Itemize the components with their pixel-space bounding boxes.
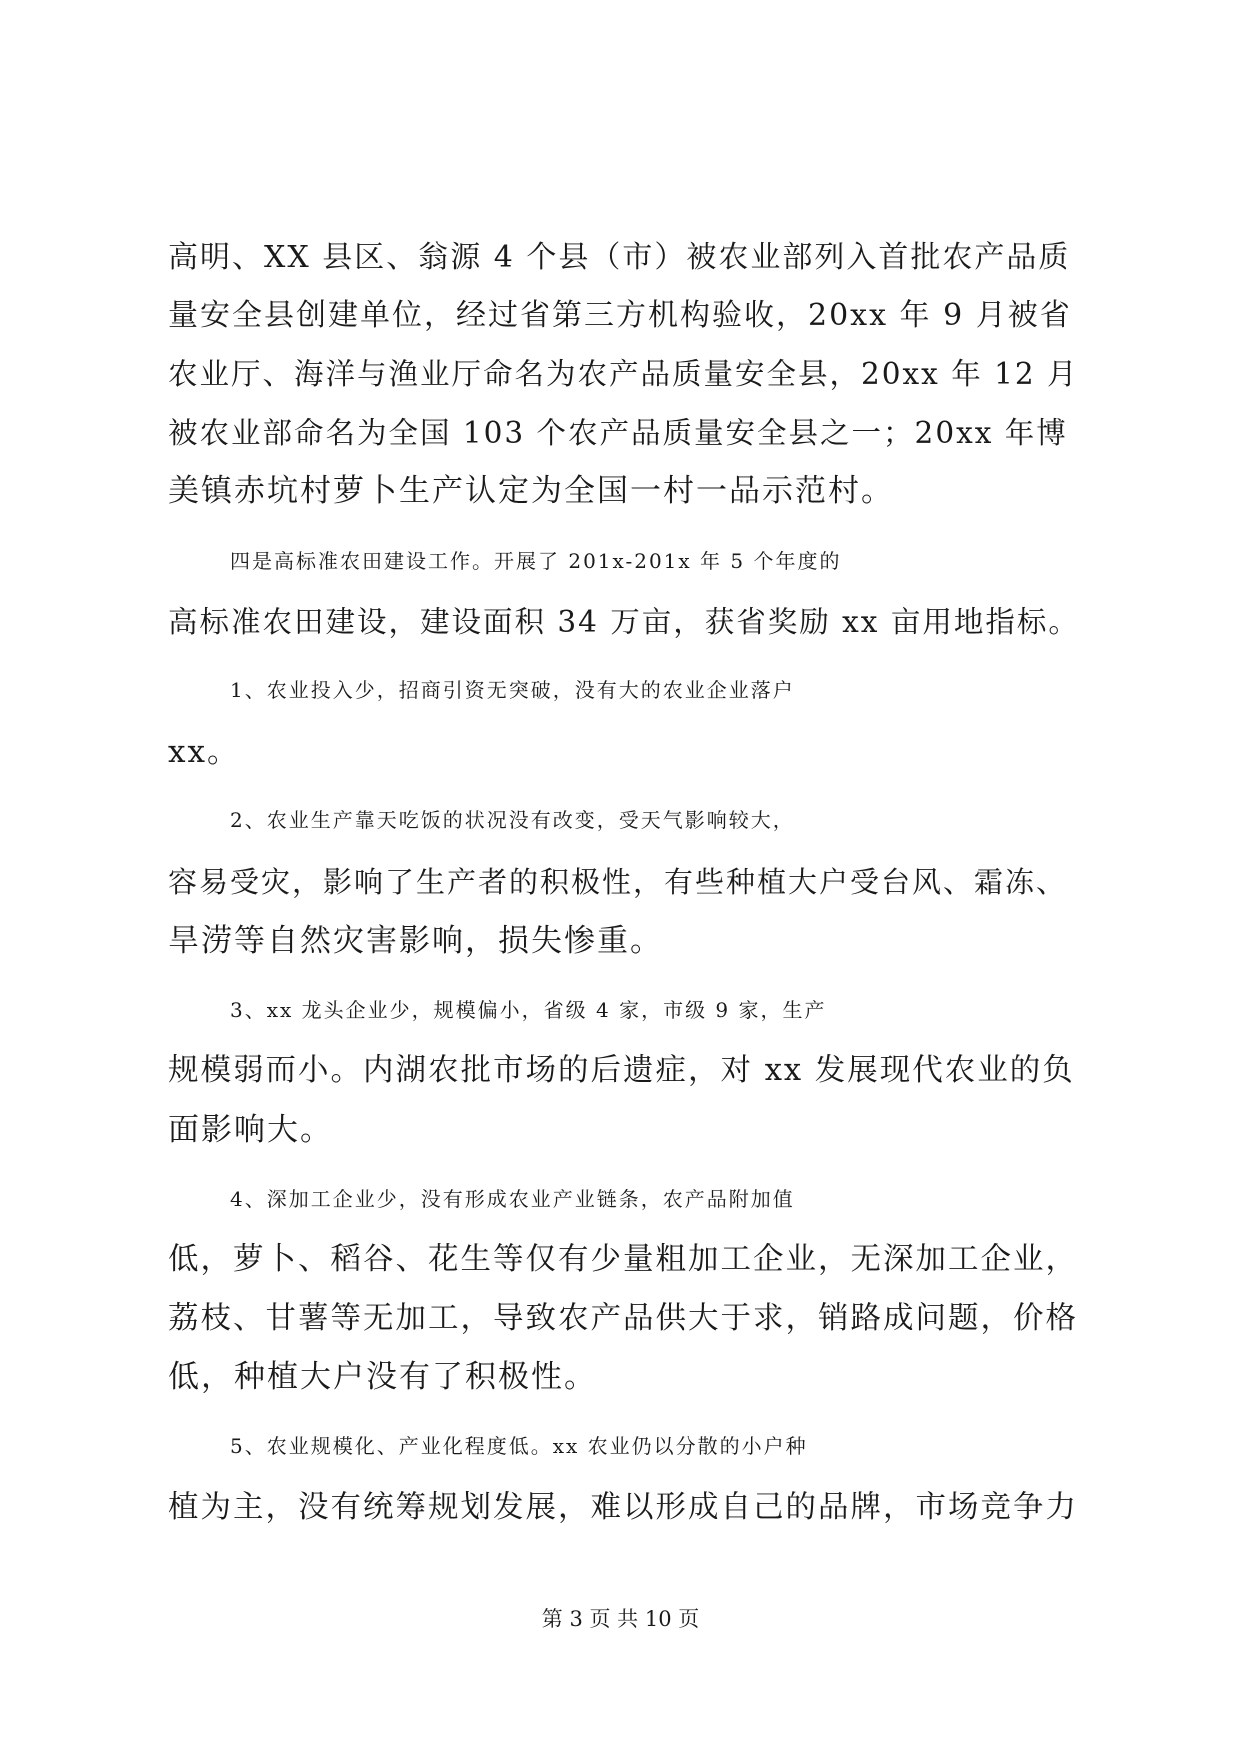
paragraph-line: 1、农业投入少，招商引资无突破，没有大的农业企业落户 <box>230 678 795 702</box>
paragraph-line: 高明、XX 县区、翁源 4 个县（市）被农业部列入首批农产品质 <box>168 240 1071 275</box>
paragraph-line: 植为主，没有统筹规划发展，难以形成自己的品牌，市场竞争力 <box>168 1490 1078 1525</box>
paragraph-line: xx。 <box>168 734 240 770</box>
paragraph-line: 3、xx 龙头企业少，规模偏小，省级 4 家，市级 9 家，生产 <box>230 998 827 1022</box>
paragraph-line: 四是高标准农田建设工作。开展了 201x-201x 年 5 个年度的 <box>230 549 842 573</box>
paragraph-line: 量安全县创建单位，经过省第三方机构验收，20xx 年 9 月被省 <box>168 298 1072 333</box>
paragraph-line: 荔枝、甘薯等无加工，导致农产品供大于求，销路成问题，价格 <box>168 1301 1078 1336</box>
paragraph-line: 5、农业规模化、产业化程度低。xx 农业仍以分散的小户种 <box>230 1434 808 1458</box>
paragraph-line: 旱涝等自然灾害影响，损失惨重。 <box>168 923 663 959</box>
paragraph-line: 高标准农田建设，建设面积 34 万亩，获省奖励 xx 亩用地指标。 <box>168 605 1080 639</box>
page-number-footer: 第 3 页 共 10 页 <box>541 1607 700 1631</box>
paragraph-line: 低，种植大户没有了积极性。 <box>168 1359 597 1395</box>
paragraph-line: 农业厅、海洋与渔业厅命名为农产品质量安全县，20xx 年 12 月 <box>168 357 1079 391</box>
paragraph-line: 被农业部命名为全国 103 个农产品质量安全县之一；20xx 年博 <box>168 416 1068 450</box>
paragraph-line: 美镇赤坑村萝卜生产认定为全国一村一品示范村。 <box>168 473 894 509</box>
paragraph-line: 2、农业生产靠天吃饭的状况没有改变，受天气影响较大， <box>230 808 795 832</box>
paragraph-line: 面影响大。 <box>168 1112 333 1148</box>
paragraph-line: 容易受灾，影响了生产者的积极性，有些种植大户受台风、霜冻、 <box>168 865 1068 899</box>
paragraph-line: 4、深加工企业少，没有形成农业产业链条，农产品附加值 <box>230 1187 795 1211</box>
paragraph-line: 低，萝卜、稻谷、花生等仅有少量粗加工企业，无深加工企业， <box>168 1242 1078 1277</box>
paragraph-line: 规模弱而小。内湖农批市场的后遗症，对 xx 发展现代农业的负 <box>168 1053 1075 1088</box>
